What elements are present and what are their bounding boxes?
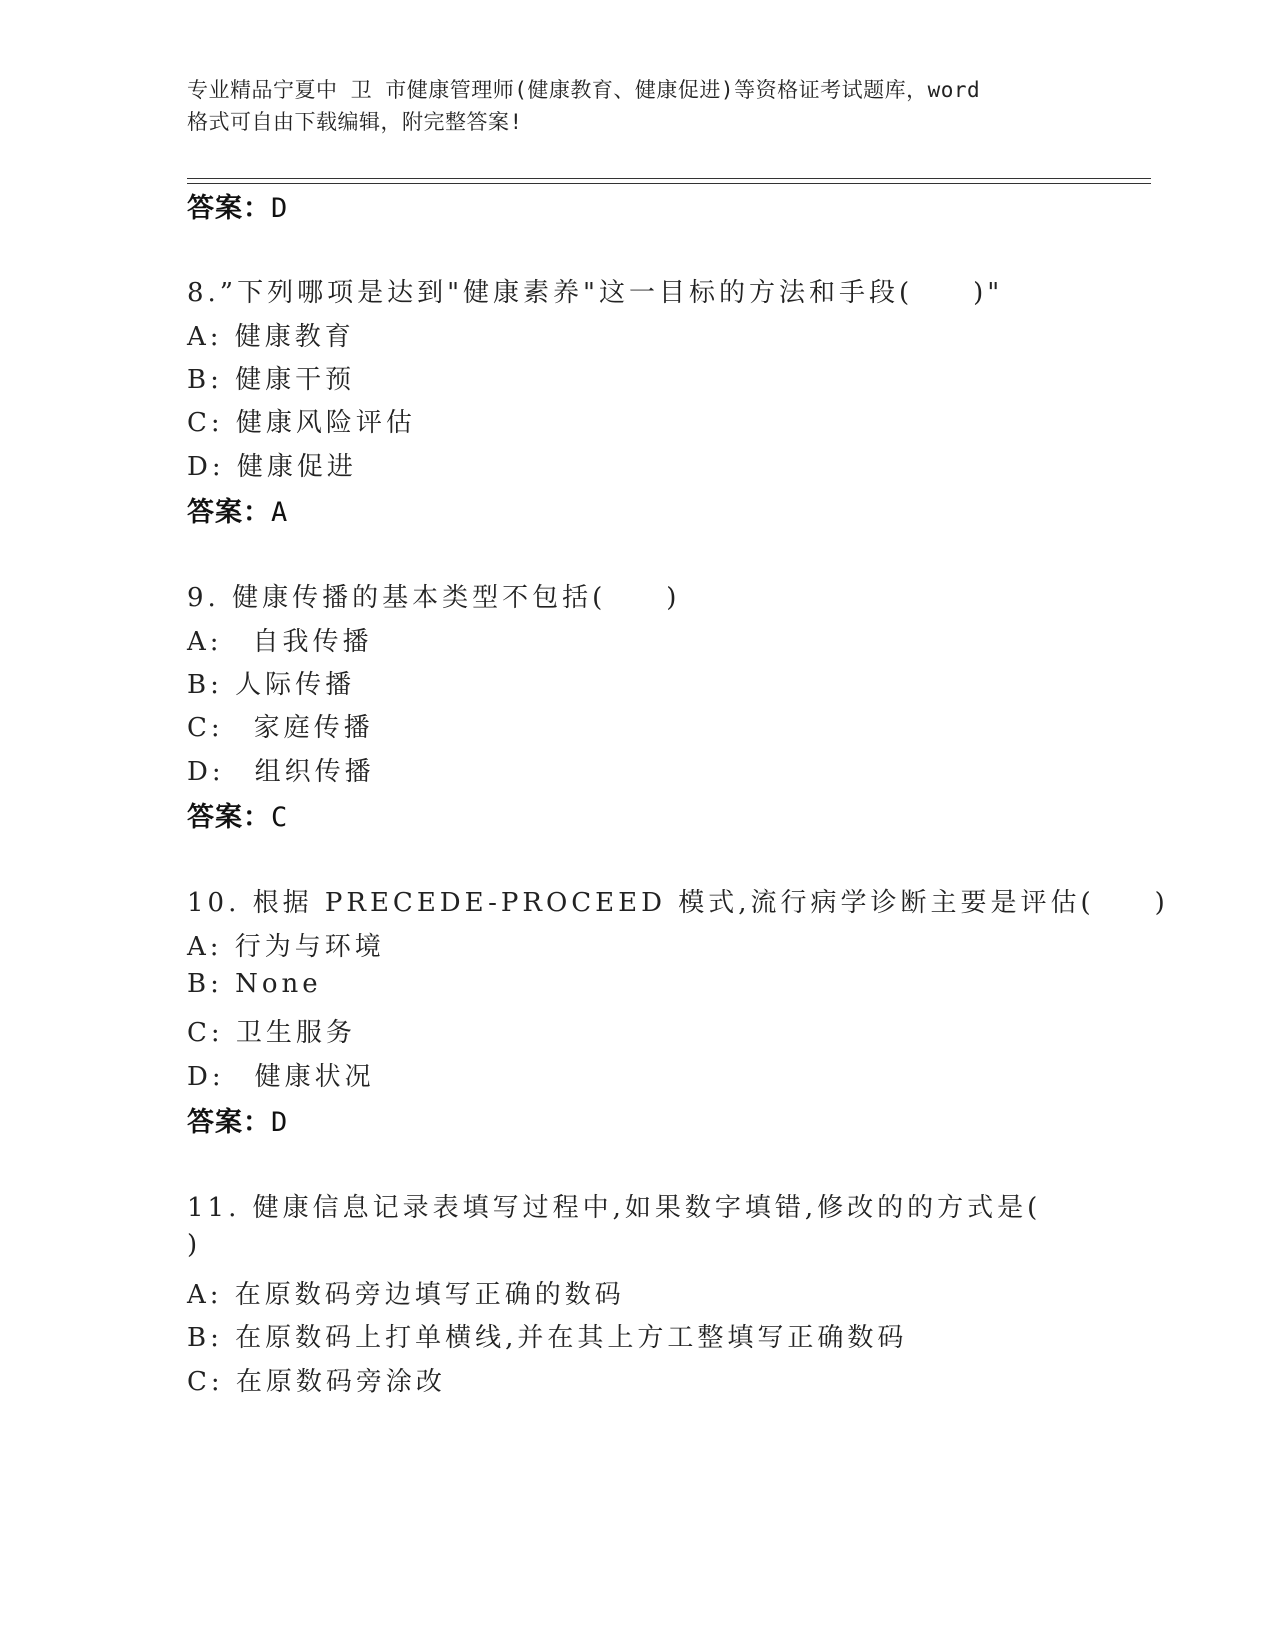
header-line-1: 专业精品宁夏中 卫 市健康管理师(健康教育、健康促进)等资格证考试题库，word (187, 78, 981, 102)
answer-line (187, 795, 288, 834)
option-b: B: 人际传播 (187, 670, 356, 700)
answer-label: 答案： (187, 802, 271, 833)
answer-value: D (271, 193, 289, 224)
answer-label: 答案： (187, 1107, 271, 1138)
page-header (187, 74, 1087, 138)
option-d: D: 健康状况 (187, 1062, 375, 1092)
question-stem: 9. 健康传播的基本类型不包括( ) (187, 583, 681, 613)
question-stem: 8.”下列哪项是达到"健康素养"这一目标的方法和手段( )" (187, 278, 1004, 308)
question-stem-line-2: ) (187, 1230, 202, 1260)
option-c: C: 卫生服务 (187, 1018, 356, 1048)
answer-label: 答案： (187, 497, 271, 528)
answer-value: D (271, 1107, 289, 1138)
question-stem: 10. 根据 PRECEDE-PROCEED 模式,流行病学诊断主要是评估( ) (187, 888, 1169, 918)
option-b: B: None (187, 969, 322, 999)
answer-label: 答案： (187, 193, 271, 224)
option-b: B: 健康干预 (187, 365, 356, 395)
question-stem-line-1: 11. 健康信息记录表填写过程中,如果数字填错,修改的的方式是( (187, 1193, 1042, 1223)
option-a: A: 行为与环境 (187, 932, 385, 962)
answer-line (187, 1100, 288, 1139)
header-divider-bottom (187, 183, 1151, 184)
option-a: A: 健康教育 (187, 322, 355, 352)
option-d: D: 健康促进 (187, 452, 357, 482)
answer-value: C (271, 802, 289, 833)
header-line-2: 格式可自由下载编辑，附完整答案! (187, 110, 523, 134)
option-a: A: 在原数码旁边填写正确的数码 (187, 1280, 625, 1310)
option-c: C: 家庭传播 (187, 713, 374, 743)
answer-line (187, 490, 288, 529)
option-c: C: 在原数码旁涂改 (187, 1367, 446, 1397)
answer-line (187, 186, 288, 225)
option-d: D: 组织传播 (187, 757, 375, 787)
answer-value: A (271, 497, 289, 528)
option-c: C: 健康风险评估 (187, 408, 416, 438)
option-b: B: 在原数码上打单横线,并在其上方工整填写正确数码 (187, 1323, 908, 1353)
header-divider-top (187, 178, 1151, 179)
option-a: A: 自我传播 (187, 627, 373, 657)
